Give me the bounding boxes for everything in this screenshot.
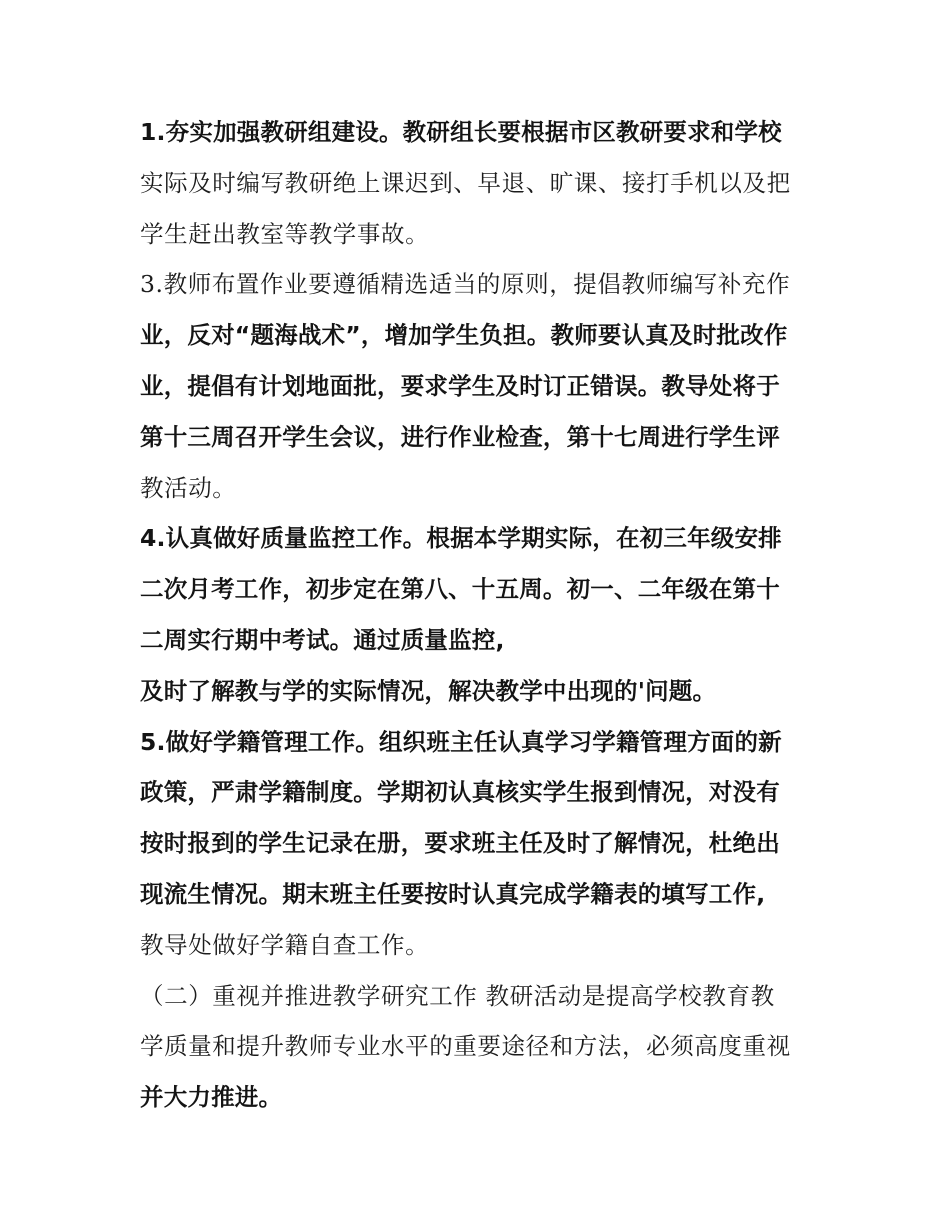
text-line: 并大力推进。 <box>140 1083 283 1112</box>
body-text <box>140 107 820 1123</box>
text-line: 政策，严肃学籍制度。学期初认真核实学生报到情况，对没有 <box>140 778 780 807</box>
text-line: 按时报到的学生记录在册，要求班主任及时了解情况，杜绝出 <box>140 829 780 858</box>
text-line: 二周实行期中考试。通过质量监控, <box>140 625 505 654</box>
text-line: 实际及时编写教研绝上课迟到、早退、旷课、接打手机以及把 <box>140 168 791 197</box>
text-line: 第十三周召开学生会议，进行作业检查，第十七周进行学生评 <box>140 422 780 451</box>
text-line: 3.教师布置作业要遵循精选适当的原则，提倡教师编写补充作 <box>140 270 791 299</box>
text-line: 学生赶出教室等教学事故。 <box>140 219 430 248</box>
text-line: 教活动。 <box>140 473 237 502</box>
text-line: （二）重视并推进教学研究工作 教研活动是提高学校教育教 <box>140 981 775 1010</box>
text-line: 二次月考工作，初步定在第八、十五周。初一、二年级在第十 <box>140 575 780 604</box>
text-line: 业，提倡有计划地面批，要求学生及时订正错误。教导处将于 <box>140 371 780 400</box>
text-line: 1.夯实加强教研组建设。教研组长要根据市区教研要求和学校 <box>140 118 782 146</box>
text-line: 及时了解教与学的实际情况，解决教学中出现的'问题。 <box>140 676 717 705</box>
text-line: 4.认真做好质量监控工作。根据本学期实际，在初三年级安排 <box>140 524 782 553</box>
text-line: 现流生情况。期末班主任要按时认真完成学籍表的填写工作, <box>140 879 766 908</box>
text-line: 教导处做好学籍自查工作。 <box>140 930 430 959</box>
text-line: 学质量和提升教师专业水平的重要途径和方法，必须高度重视 <box>140 1032 791 1061</box>
text-line: 5.做好学籍管理工作。组织班主任认真学习学籍管理方面的新 <box>140 727 782 756</box>
text-line: 业，反对“题海战术”，增加学生负担。教师要认真及时批改作 <box>140 321 788 350</box>
